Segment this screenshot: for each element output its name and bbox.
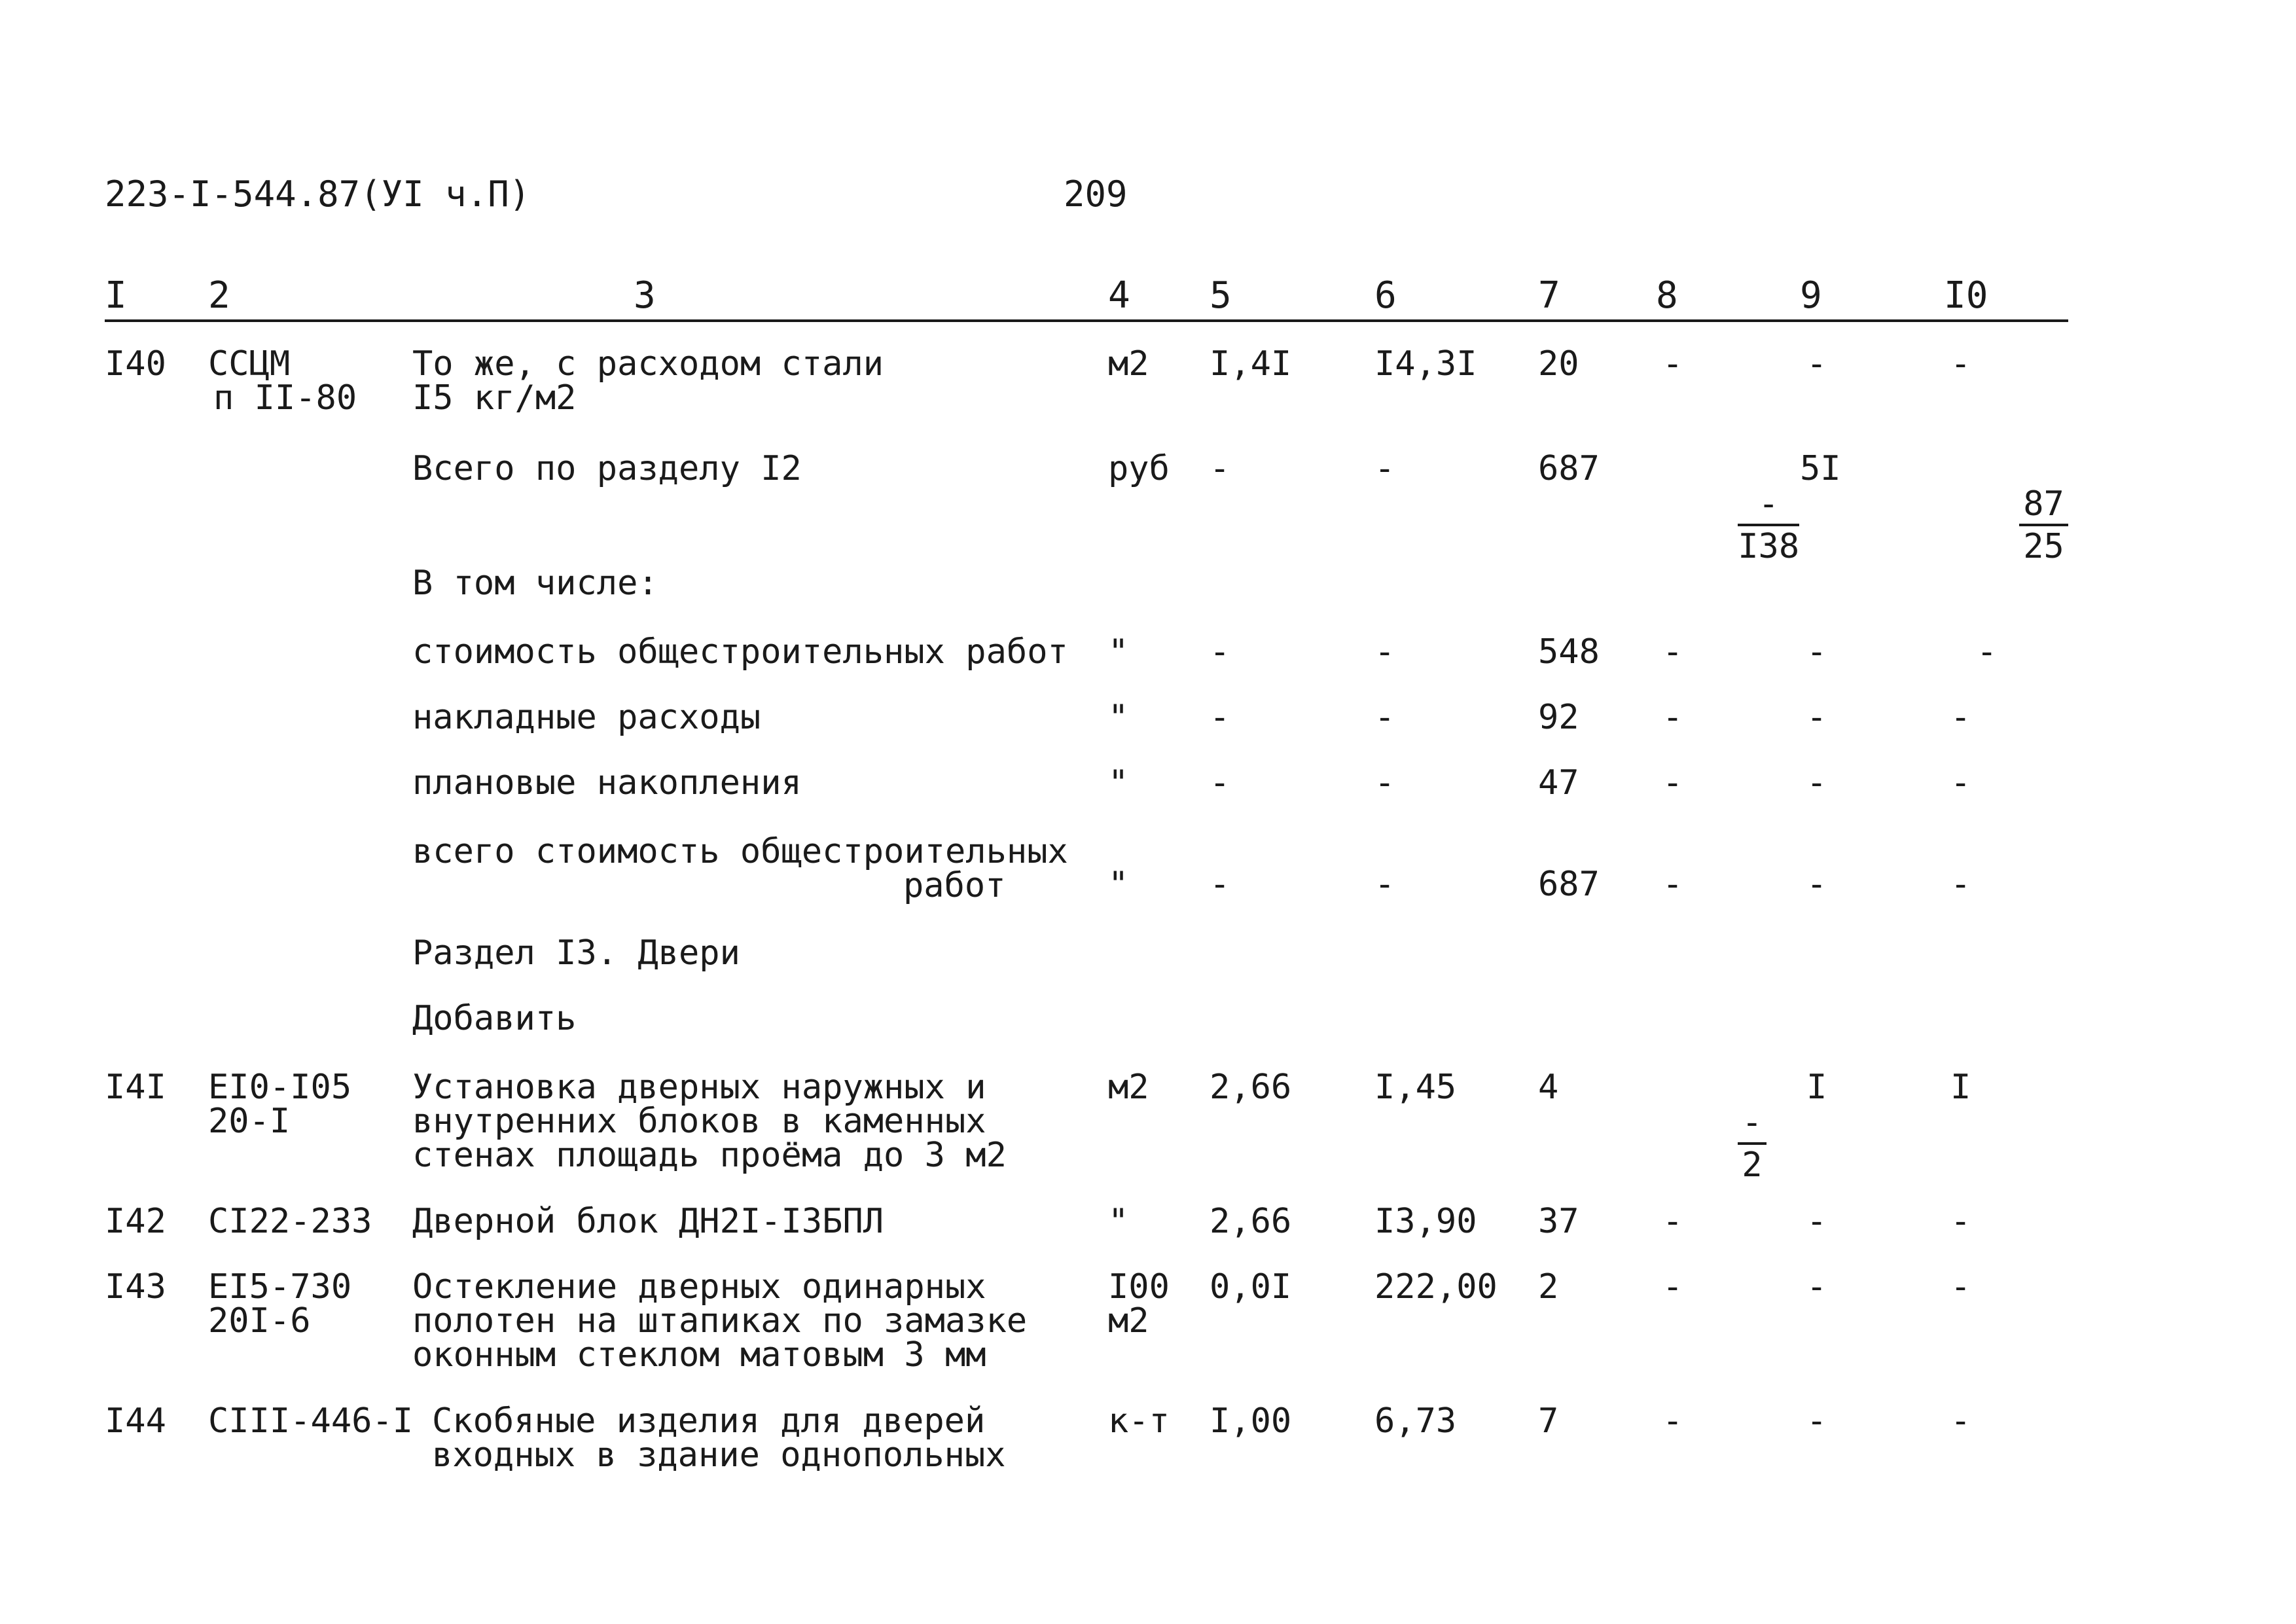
- row-col6: -: [1374, 698, 1395, 737]
- row-col9: I: [1806, 1068, 1827, 1107]
- row-description: Установка дверных наружных и внутренних блоков в каменных стенах площадь проёма до 3 м2: [412, 1068, 1007, 1175]
- row-description: Всего по разделу I2: [412, 449, 802, 488]
- row-code: СI22-233: [208, 1202, 372, 1241]
- row-number: I42: [105, 1202, 166, 1241]
- row-col6: -: [1374, 449, 1395, 488]
- row-col7: 2: [1538, 1267, 1559, 1307]
- row-col5: -: [1210, 632, 1230, 672]
- col-header-1: I: [105, 274, 127, 317]
- row-col9: -: [1806, 763, 1827, 803]
- add-label: Добавить: [412, 999, 577, 1038]
- row-code: ЕI5-730 20I-6: [208, 1267, 352, 1341]
- col-header-2: 2: [208, 274, 230, 317]
- row-col6: -: [1374, 632, 1395, 672]
- col-header-8: 8: [1656, 274, 1678, 317]
- row-col6: 6,73: [1374, 1401, 1457, 1441]
- row-col6: -: [1374, 763, 1395, 803]
- row-description: Остекление дверных одинарных полотен на штапиках по замазке оконным стеклом матовым 3 мм: [412, 1267, 1028, 1375]
- row-col9: -: [1806, 632, 1827, 672]
- row-col7: 687: [1538, 449, 1600, 488]
- row-col5: -: [1210, 449, 1230, 488]
- page-number: 209: [1064, 173, 1128, 215]
- row-col9: -: [1806, 865, 1827, 904]
- row-col7: 20: [1538, 344, 1579, 384]
- table-header: [105, 275, 2068, 322]
- row-col7: 548: [1538, 632, 1600, 672]
- row-unit: I00 м2: [1108, 1267, 1170, 1341]
- document-code: 223-I-544.87(УI ч.П): [105, 173, 531, 215]
- col-header-4: 4: [1108, 274, 1130, 317]
- row-col8: -: [1662, 763, 1683, 803]
- row-col10: -: [1950, 1401, 1971, 1441]
- row-code: ЕI0-I05 20-I: [208, 1068, 352, 1141]
- row-col5: 0,0I: [1210, 1267, 1292, 1307]
- row-description: Дверной блок ДН2I-I3БПЛ: [412, 1202, 884, 1241]
- row-col7: 92: [1538, 698, 1579, 737]
- row-unit: к-т: [1108, 1401, 1170, 1441]
- row-col10: I: [1950, 1068, 1971, 1107]
- header-rule: [105, 319, 2068, 322]
- row-code: ССЦМ п II-80: [208, 344, 357, 418]
- row-col8: -: [1662, 865, 1683, 904]
- row-col8: -: [1662, 632, 1683, 672]
- col-header-3: 3: [634, 274, 656, 317]
- row-number: I43: [105, 1267, 166, 1307]
- row-col5: -: [1210, 698, 1230, 737]
- row-col7: 47: [1538, 763, 1579, 803]
- row-col9: 5I: [1800, 449, 1841, 488]
- row-col5: 2,66: [1210, 1068, 1292, 1107]
- col-header-10: I0: [1944, 274, 1988, 317]
- row-description: Скобяные изделия для дверей входных в здание однопольных: [432, 1401, 1006, 1475]
- row-unit: ": [1108, 763, 1129, 803]
- row-col10-fraction: $\frac{87}{25}$: [1937, 452, 2068, 601]
- row-number: I44: [105, 1401, 166, 1441]
- row-col6: I3,90: [1374, 1202, 1477, 1241]
- row-unit: ": [1108, 698, 1129, 737]
- row-description: накладные расходы: [412, 698, 761, 737]
- row-col7: 687: [1538, 865, 1600, 904]
- row-col5: -: [1210, 865, 1230, 904]
- row-col10: -: [1977, 632, 1998, 672]
- row-description: То же, с расходом стали I5 кг/м2: [412, 344, 884, 418]
- col-header-5: 5: [1210, 274, 1232, 317]
- row-col6: I,45: [1374, 1068, 1457, 1107]
- row-col5: I,00: [1210, 1401, 1292, 1441]
- row-col6: 222,00: [1374, 1267, 1498, 1307]
- row-col8: -: [1662, 698, 1683, 737]
- row-col9: -: [1806, 344, 1827, 384]
- row-col10: -: [1950, 763, 1971, 803]
- col-header-7: 7: [1538, 274, 1560, 317]
- row-description: стоимость общестроительных работ: [412, 632, 1068, 672]
- row-description: всего стоимость общестроительных работ: [412, 832, 1068, 905]
- row-col6: I4,3I: [1374, 344, 1477, 384]
- row-code: СIII-446-I: [208, 1401, 414, 1441]
- row-col9: -: [1806, 1202, 1827, 1241]
- row-unit: ": [1108, 865, 1129, 904]
- row-col10: -: [1950, 1202, 1971, 1241]
- row-col10: -: [1950, 865, 1971, 904]
- row-description: плановые накопления: [412, 763, 802, 803]
- row-unit: м2: [1108, 344, 1149, 384]
- row-description: В том числе:: [412, 564, 658, 603]
- row-col8-fraction: $\frac{-}{I38}$: [1738, 484, 1800, 566]
- row-number: I40: [105, 344, 166, 384]
- section-title: Раздел I3. Двери: [412, 933, 740, 973]
- row-col10: -: [1950, 698, 1971, 737]
- row-col10: -: [1950, 344, 1971, 384]
- row-col8-fraction: $\frac{-}{2}$: [1656, 1070, 1767, 1219]
- row-col9: -: [1806, 1267, 1827, 1307]
- row-col8: -: [1662, 344, 1683, 384]
- row-col8: -: [1662, 1401, 1683, 1441]
- row-col5: I,4I: [1210, 344, 1292, 384]
- row-col7: 4: [1538, 1068, 1559, 1107]
- row-unit: ": [1108, 1202, 1129, 1241]
- row-col9: -: [1806, 698, 1827, 737]
- row-unit: руб: [1108, 449, 1170, 488]
- row-number: I4I: [105, 1068, 166, 1107]
- row-col8: -: [1662, 1267, 1683, 1307]
- row-col5: -: [1210, 763, 1230, 803]
- row-col7: 7: [1538, 1401, 1559, 1441]
- row-col8: -: [1662, 1202, 1683, 1241]
- row-col7: 37: [1538, 1202, 1579, 1241]
- row-col6: -: [1374, 865, 1395, 904]
- row-unit: м2: [1108, 1068, 1149, 1107]
- row-col5: 2,66: [1210, 1202, 1292, 1241]
- row-col10: -: [1950, 1267, 1971, 1307]
- col-header-9: 9: [1800, 274, 1822, 317]
- col-header-6: 6: [1374, 274, 1397, 317]
- row-col9: -: [1806, 1401, 1827, 1441]
- row-unit: ": [1108, 632, 1129, 672]
